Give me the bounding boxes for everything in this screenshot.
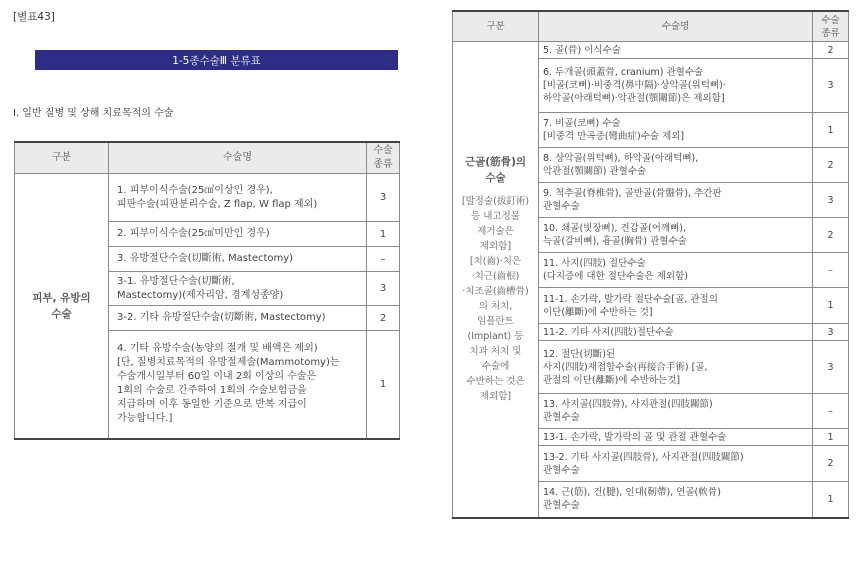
category-note: [발정술(拔釘術) 등 내고정물 제거술은 제외함] [치(齒)·치은 ·치근(齒根) ·치조골(齒槽骨) 의 처치, 임플란트 (Implant) 등 치과 처치 및 수술에 수반하는 것은 제외함]	[461, 196, 530, 403]
surgery-name: 9. 척추골(脊椎骨), 골반골(骨盤骨), 추간판 관혈수술	[539, 183, 813, 218]
surgery-type: 2	[813, 42, 849, 59]
page-label: [별표43]	[13, 11, 55, 23]
category-title: 근골(筋骨)의 수술	[464, 156, 527, 185]
surgery-type: 1	[813, 482, 849, 518]
surgery-name: 13-1. 손가락, 발가락의 골 및 관절 관혈수술	[539, 429, 813, 446]
surgery-type: –	[813, 253, 849, 288]
surgery-name: 12. 절단(切斷)된 사지(四肢)재접합수술(再接合手術) [골, 관절의 이단(離斷)에 수반하는것]	[539, 341, 813, 394]
surgery-name: 1. 피부이식수술(25㎠이상인 경우), 피판수술(피판분리수술, Z flap, W flap 제외)	[109, 174, 367, 222]
surgery-type: 2	[813, 218, 849, 253]
surgery-name: 8. 상악골(위턱뼈), 하악골(아래턱뼈), 악관절(顎關節) 관혈수술	[539, 148, 813, 183]
surgery-name: 3-2. 기타 유방절단수술(切斷術, Mastectomy)	[109, 306, 367, 331]
surgery-type: 3	[813, 59, 849, 113]
header-category: 구분	[453, 11, 539, 42]
surgery-type: 1	[813, 288, 849, 324]
surgery-name: 11. 사지(四肢) 절단수술 (다지증에 대한 절단수술은 제외함)	[539, 253, 813, 288]
table-row	[15, 174, 400, 222]
header-category: 구분	[15, 142, 109, 174]
category-cell	[453, 42, 539, 518]
surgery-type: 1	[367, 331, 400, 439]
surgery-type: 3	[813, 324, 849, 341]
surgery-name: 2. 피부이식수술(25㎠미만인 경우)	[109, 222, 367, 247]
left-classification-table	[14, 141, 400, 440]
surgery-type: 2	[367, 306, 400, 331]
surgery-name: 3. 유방절단수술(切斷術, Mastectomy)	[109, 247, 367, 272]
surgery-name: 10. 쇄골(빗장뼈), 견갑골(어깨뼈), 늑골(갈비뼈), 흉골(胸骨) 관혈수술	[539, 218, 813, 253]
surgery-name: 6. 두개골(頭蓋骨, cranium) 관혈수술 [비골(코뼈)·비중격(鼻中隔)·상악골(위턱뼈)· 하악골(아래턱뼈)·악관절(顎關節)은 제외함]	[539, 59, 813, 113]
surgery-type: 1	[367, 222, 400, 247]
table-title: 1-5종수술Ⅲ 분류표	[35, 50, 398, 70]
surgery-name: 5. 골(骨) 이식수술	[539, 42, 813, 59]
surgery-type: 3	[813, 183, 849, 218]
surgery-type: 1	[813, 429, 849, 446]
section-title: Ⅰ. 일반 질병 및 상해 치료목적의 수술	[13, 108, 174, 119]
surgery-name: 7. 비골(코뼈) 수술 [비중격 만곡증(彎曲症)수술 제외]	[539, 113, 813, 148]
surgery-name: 3-1. 유방절단수술(切斷術, Mastectomy)(제자리암, 경계성종양)	[109, 272, 367, 306]
surgery-type: 1	[813, 113, 849, 148]
right-classification-table	[452, 10, 849, 519]
header-surgery-type: 수술 종류	[813, 11, 849, 42]
header-surgery-name: 수술명	[109, 142, 367, 174]
surgery-type: 3	[813, 341, 849, 394]
surgery-name: 4. 기타 유방수술(농양의 절개 및 배액은 제외) [단, 질병치료목적의 유방절제술(Mammotomy)는 수술개시일부터 60일 이내 2회 이상의 수술은 1회의 수술로 간주하여 1회의 수술보험금을 지급하며 이후 동일한 기준으로 반복 지급이 가능합니다.]	[109, 331, 367, 439]
table-row	[453, 42, 849, 59]
table-header-row	[453, 11, 849, 42]
category-cell: 피부, 유방의 수술	[15, 174, 109, 439]
surgery-type: –	[367, 247, 400, 272]
header-surgery-name: 수술명	[539, 11, 813, 42]
header-surgery-type: 수술 종류	[367, 142, 400, 174]
surgery-name: 13-2. 기타 사지골(四肢骨), 사지관절(四肢關節) 관혈수술	[539, 446, 813, 482]
table-header-row	[15, 142, 400, 174]
surgery-type: 2	[813, 446, 849, 482]
surgery-type: 3	[367, 272, 400, 306]
surgery-name: 13. 사지골(四肢骨), 사지관절(四肢關節) 관혈수술	[539, 394, 813, 429]
surgery-type: 2	[813, 148, 849, 183]
surgery-type: 3	[367, 174, 400, 222]
surgery-type: –	[813, 394, 849, 429]
surgery-name: 11-2. 기타 사지(四肢)절단수술	[539, 324, 813, 341]
surgery-name: 14. 근(筋), 건(腱), 인대(靭帶), 연골(軟骨) 관혈수술	[539, 482, 813, 518]
surgery-name: 11-1. 손가락, 발가락 절단수술[골, 관절의 이단(離斷)에 수반하는 것]	[539, 288, 813, 324]
